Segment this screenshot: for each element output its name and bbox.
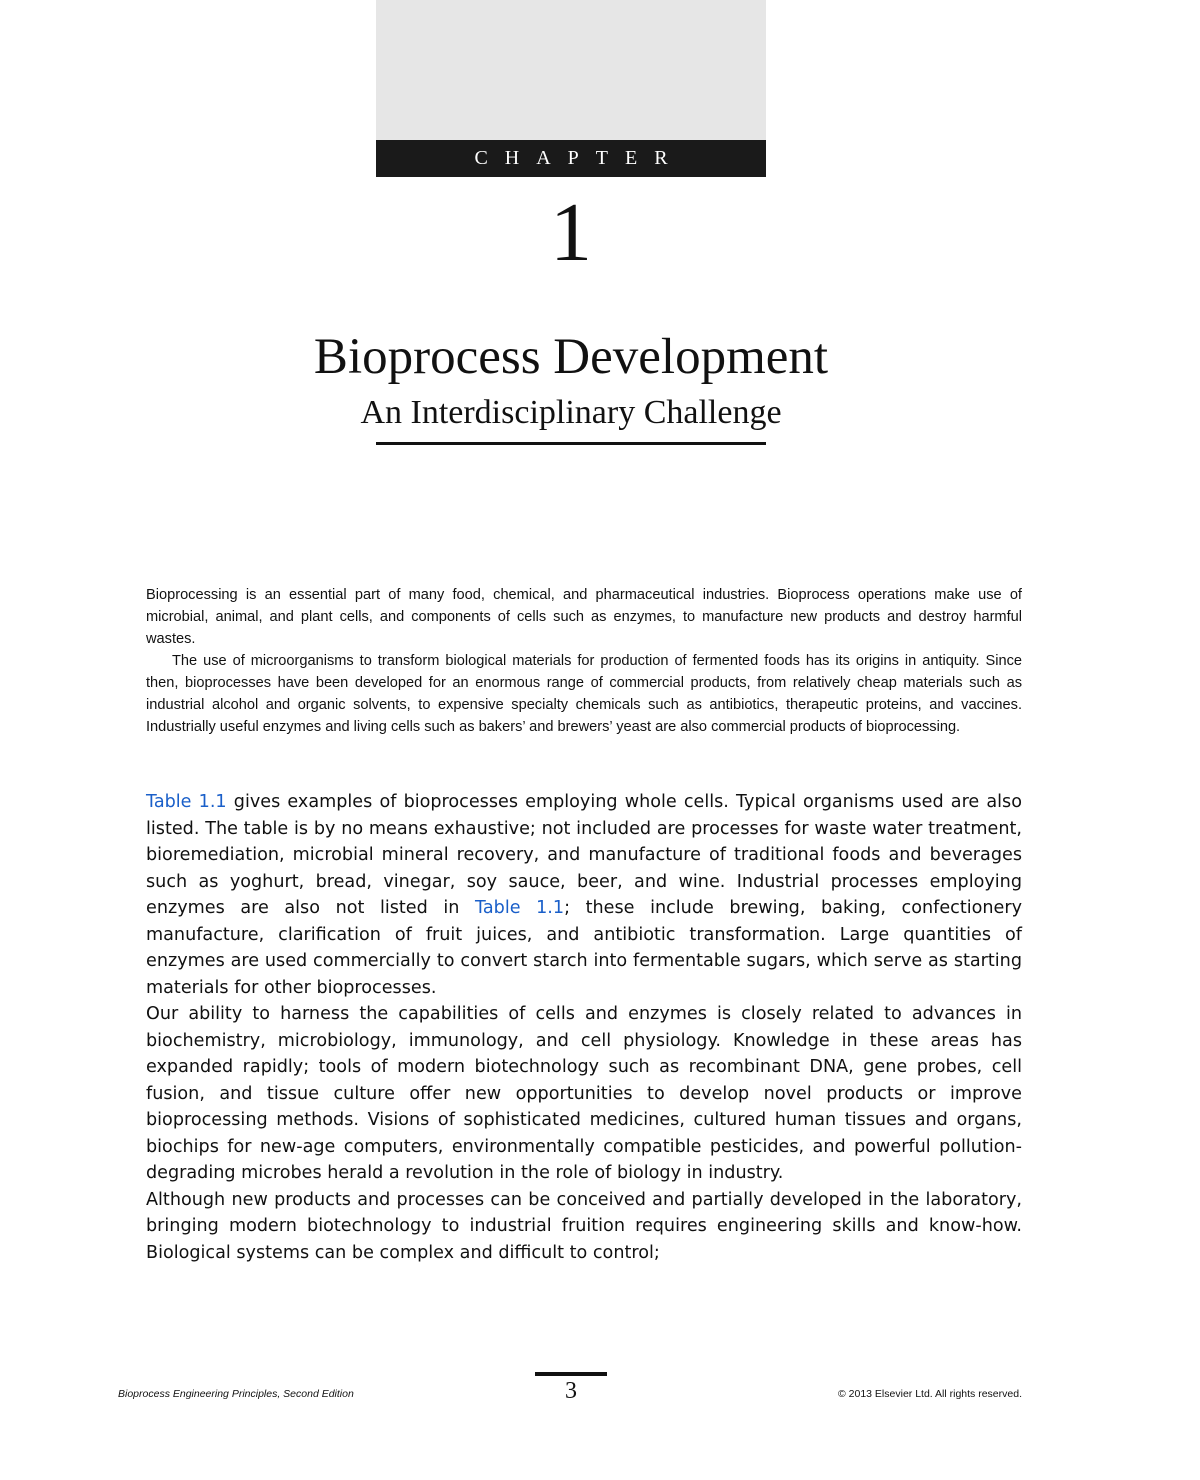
table-1-1-link-2[interactable]: Table 1.1	[475, 898, 565, 918]
footer-copyright: © 2013 Elsevier Ltd. All rights reserved.	[838, 1388, 1022, 1400]
body-paragraph-1-text-a: gives examples of bioprocesses employing whole cells. Typical organisms used are also listed. The table is by no means exhaustive; not included are processes for waste water treatment, bioremediation, microbial mineral recovery, and manufacture of traditional foods and beverages such as yoghurt, bread, vinegar, soy sauce, beer, and wine. Industrial processes employing enzymes are also not listed in	[146, 792, 1022, 918]
body-paragraph-2: Our ability to harness the capabilities of cells and enzymes is closely related to advances in biochemistry, microbiology, immunology, and cell physiology. Knowledge in these areas has expanded rapidly; tools of modern biotechnology such as recombinant DNA, gene probes, cell fusion, and tissue culture offer new opportunities to develop novel products or improve bioprocessing methods. Visions of sophisticated medicines, cultured human tissues and organs, biochips for new-age computers, environmentally compatible pesticides, and powerful pollution-degrading microbes herald a revolution in the role of biology in industry.	[146, 1004, 1022, 1183]
abstract-paragraph-1: Bioprocessing is an essential part of many food, chemical, and pharmaceutical industries. Bioprocess operations make use of microbial, animal, and plant cells, and components of cells such as enzymes, to manufacture new products and destroy harmful wastes.	[146, 587, 1022, 647]
chapter-header-block	[376, 0, 766, 140]
chapter-abstract	[146, 584, 1022, 738]
body-paragraph-1	[146, 789, 1022, 1001]
page-number: 3	[565, 1378, 577, 1404]
chapter-number: 1	[550, 186, 592, 279]
footer-divider	[535, 1372, 607, 1376]
body-paragraph-3: Although new products and processes can be conceived and partially developed in the laboratory, bringing modern biotechnology to industrial fruition requires engineering skills and know-how. Biological systems can be complex and difficult to control;	[146, 1189, 1022, 1263]
chapter-title: Bioprocess Development	[313, 329, 829, 385]
title-divider	[376, 442, 766, 445]
body-paragraph-1-text-b: ; these include brewing, baking, confectionery manufacture, clarification of fruit juices, and antibiotic transformation. Large quantities of enzymes are used commercially to convert starch into fermentable sugars, which serve as starting materials for other bioprocesses.	[146, 898, 1023, 998]
abstract-paragraph-2: The use of microorganisms to transform biological materials for production of fermented foods has its origins in antiquity. Since then, bioprocesses have been developed for an enormous range of commercial products, from relatively cheap materials such as industrial alcohol and organic solvents, to expensive specialty chemicals such as antibiotics, therapeutic proteins, and vaccines. Industrially useful enzymes and living cells such as bakers’ and brewers’ yeast are also commercial products of bioprocessing.	[146, 653, 1022, 735]
chapter-label: CHAPTER	[376, 140, 766, 177]
body-text	[146, 789, 1022, 1266]
table-1-1-link[interactable]: Table 1.1	[146, 792, 227, 812]
chapter-subtitle: An Interdisciplinary Challenge	[360, 394, 782, 431]
footer-book-title: Bioprocess Engineering Principles, Second Edition	[118, 1388, 354, 1400]
